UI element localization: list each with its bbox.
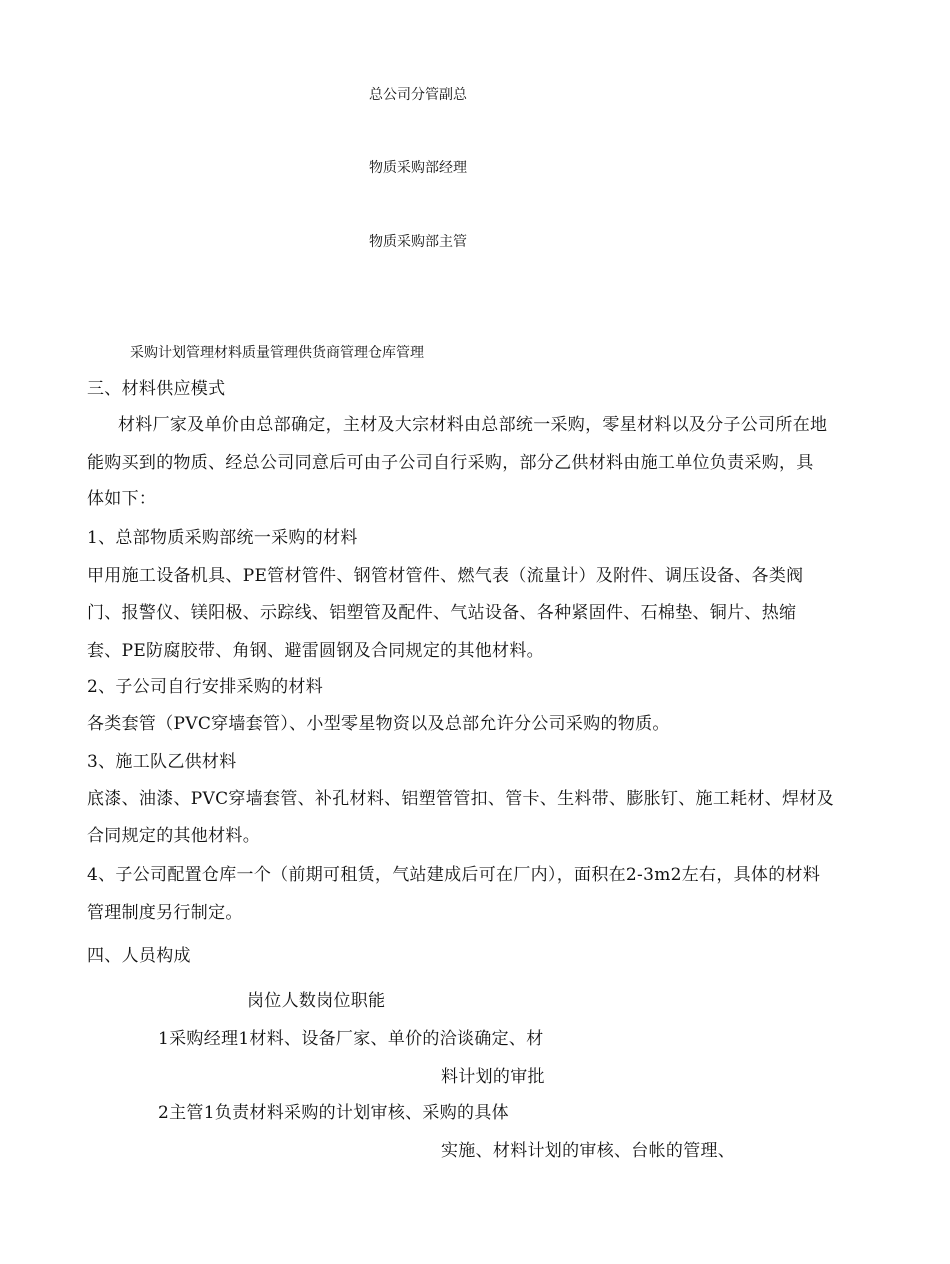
org-functions: 采购计划管理材料质量管理供货商管理仓库管理 [130, 345, 424, 361]
staff-row-2-continuation: 实施、材料计划的审核、台帐的管理、 [441, 1141, 736, 1161]
staff-row-2: 2主管1负责材料采购的计划审核、采购的具体 [158, 1103, 509, 1123]
item-1-line-2: 门、报警仪、镁阳极、示踪线、铝塑管及配件、气站设备、各种紧固件、石棉垫、铜片、热缩 [87, 603, 797, 623]
org-level-1: 总公司分管副总 [369, 87, 467, 103]
staff-table-header: 岗位人数岗位职能 [247, 991, 386, 1011]
item-1-line-3: 套、PE防腐胶带、角钢、避雷圆钢及合同规定的其他材料。 [87, 641, 544, 661]
item-1-title: 1、总部物质采购部统一采购的材料 [87, 528, 358, 548]
item-4-line-1: 4、子公司配置仓库一个（前期可租赁，气站建成后可在厂内），面积在2-3m2左右，具体的材料 [87, 865, 821, 885]
section-3-heading: 三、材料供应模式 [87, 379, 226, 399]
org-level-3: 物质采购部主管 [369, 234, 467, 250]
item-2-line-1: 各类套管（PVC穿墙套管）、小型零星物资以及总部允许分公司采购的物质。 [87, 714, 670, 734]
section-3-intro-line-2: 能购买到的物质、经总公司同意后可由子公司自行采购，部分乙供材料由施工单位负责采购，具 [87, 453, 814, 473]
item-2-title: 2、子公司自行安排采购的材料 [87, 677, 324, 697]
item-3-line-2: 合同规定的其他材料。 [87, 826, 260, 846]
staff-row-1-continuation: 料计划的审批 [441, 1067, 545, 1087]
item-3-title: 3、施工队乙供材料 [87, 752, 237, 772]
section-3-intro-line-3: 体如下： [87, 489, 157, 509]
section-4-heading: 四、人员构成 [87, 946, 191, 966]
item-4-line-2: 管理制度另行制定。 [87, 903, 243, 923]
staff-row-1: 1采购经理1材料、设备厂家、单价的洽谈确定、材 [158, 1029, 544, 1049]
item-3-line-1: 底漆、油漆、PVC穿墙套管、补孔材料、铝塑管管扣、管卡、生料带、膨胀钉、施工耗材、焊材及 [87, 789, 834, 809]
item-1-line-1: 甲用施工设备机具、PE管材管件、钢管材管件、燃气表（流量计）及附件、调压设备、各类阀 [87, 566, 804, 586]
org-level-2: 物质采购部经理 [369, 160, 467, 176]
section-3-intro-line-1: 材料厂家及单价由总部确定，主材及大宗材料由总部统一采购，零星材料以及分子公司所在地 [118, 415, 828, 435]
